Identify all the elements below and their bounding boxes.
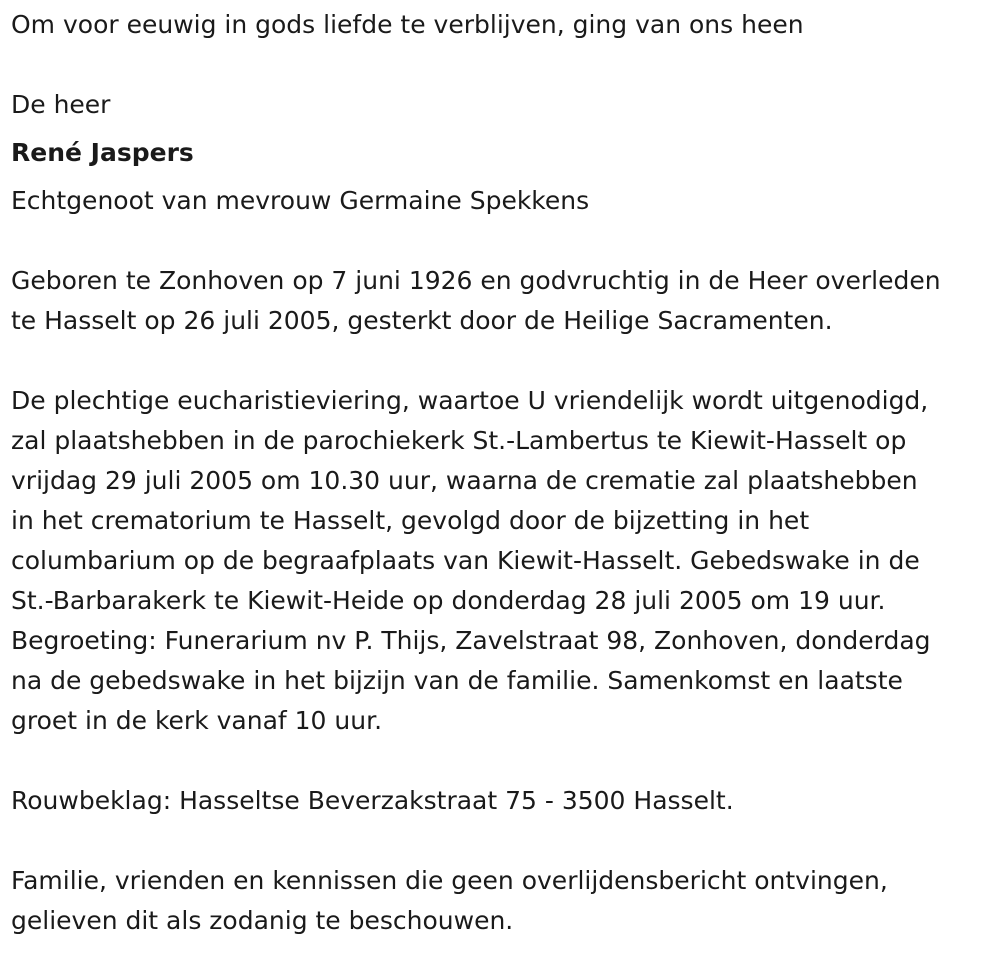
ceremony-line: groet in de kerk vanaf 10 uur. bbox=[11, 706, 383, 735]
ceremony-paragraph bbox=[11, 381, 996, 741]
paragraph-gap bbox=[11, 45, 996, 85]
intro-text: Om voor eeuwig in gods liefde te verblijven, ging van ons heen bbox=[11, 10, 804, 39]
spouse-line: Echtgenoot van mevrouw Germaine Spekkens bbox=[11, 186, 590, 215]
ceremony-line: in het crematorium te Hasselt, gevolgd door de bijzetting in het bbox=[11, 506, 810, 535]
ceremony-line: vrijdag 29 juli 2005 om 10.30 uur, waarna de crematie zal plaatshebben bbox=[11, 466, 918, 495]
ceremony-line: zal plaatshebben in de parochiekerk St.-Lambertus te Kiewit-Hasselt op bbox=[11, 426, 907, 455]
spacer bbox=[11, 125, 996, 133]
birth-death-line: Geboren te Zonhoven op 7 juni 1926 en godvruchtig in de Heer overleden bbox=[11, 266, 941, 295]
paragraph-gap bbox=[11, 821, 996, 861]
deceased-name: René Jaspers bbox=[11, 138, 194, 167]
ceremony-line: St.-Barbarakerk te Kiewit-Heide op donderdag 28 juli 2005 om 19 uur. bbox=[11, 586, 886, 615]
condolences-address: Rouwbeklag: Hasseltse Beverzakstraat 75 - 3500 Hasselt. bbox=[11, 786, 734, 815]
spacer bbox=[11, 173, 996, 181]
ceremony-line: De plechtige eucharistieviering, waartoe U vriendelijk wordt uitgenodigd, bbox=[11, 386, 929, 415]
closing-line: gelieven dit als zodanig te beschouwen. bbox=[11, 906, 514, 935]
birth-death-line: te Hasselt op 26 juli 2005, gesterkt door de Heilige Sacramenten. bbox=[11, 306, 833, 335]
paragraph-gap bbox=[11, 741, 996, 781]
closing-paragraph bbox=[11, 861, 996, 941]
ceremony-line: na de gebedswake in het bijzijn van de familie. Samenkomst en laatste bbox=[11, 666, 903, 695]
ceremony-line: Begroeting: Funerarium nv P. Thijs, Zavelstraat 98, Zonhoven, donderdag bbox=[11, 626, 931, 655]
paragraph-gap bbox=[11, 221, 996, 261]
birth-death-paragraph bbox=[11, 261, 996, 341]
obituary-notice bbox=[11, 0, 996, 941]
closing-line: Familie, vrienden en kennissen die geen overlijdensbericht ontvingen, bbox=[11, 866, 888, 895]
paragraph-gap bbox=[11, 341, 996, 381]
honorific: De heer bbox=[11, 90, 111, 119]
ceremony-line: columbarium op de begraafplaats van Kiewit-Hasselt. Gebedswake in de bbox=[11, 546, 920, 575]
